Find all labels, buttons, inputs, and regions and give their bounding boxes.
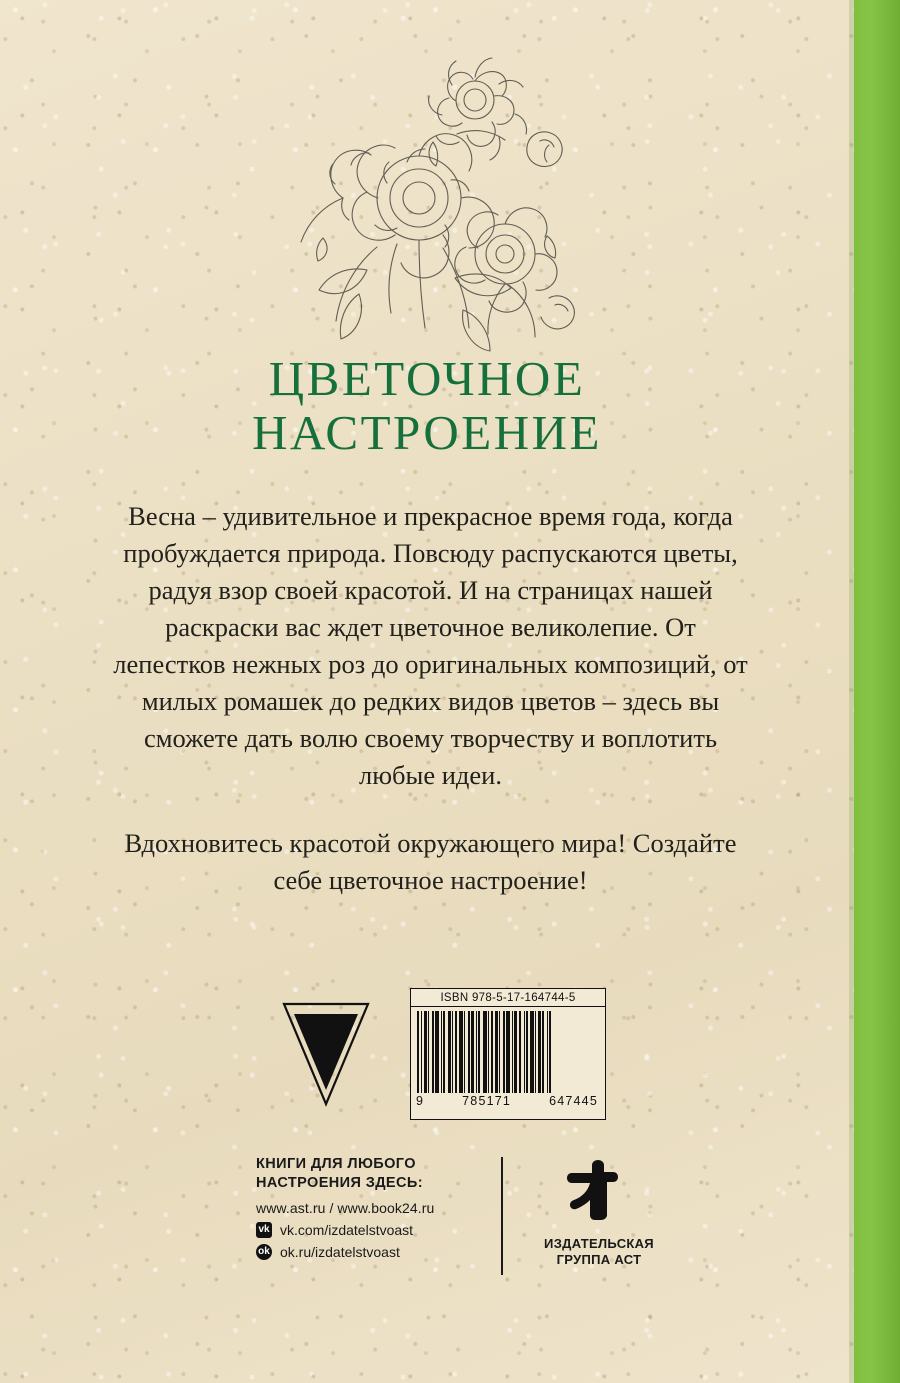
barcode-digits <box>411 1093 605 1108</box>
blurb-paragraph-1: Весна – удивительное и прекрасное время года, когда пробуждается природа. Повсюду распускаются цветы, радуя взор своей красотой. И на страницах нашей раскраски вас ждет цветочное великолепие. От лепестков нежных роз до оригинальных композиций, от милых ромашек до редких видов цветов – здесь вы сможете дать волю своему творчеству и воплотить любые идеи. <box>113 501 748 790</box>
ok-link-row[interactable] <box>256 1244 496 1260</box>
publisher-caption-line-1: ИЗДАТЕЛЬСКАЯ <box>544 1236 654 1251</box>
isbn-barcode-area <box>280 988 610 1128</box>
vk-icon: vk <box>256 1222 272 1238</box>
isbn-label: ISBN 978-5-17-164744-5 <box>411 989 605 1007</box>
title-line-2: НАСТРОЕНИЕ <box>252 405 602 460</box>
page-title <box>0 352 854 460</box>
peony-flowers-line-art-icon <box>247 22 607 352</box>
vk-link-text[interactable]: vk.com/izdatelstvoast <box>280 1222 414 1238</box>
blurb-text <box>108 498 753 899</box>
publisher-caption-line-2: ГРУППА АСТ <box>556 1252 642 1267</box>
publisher-block <box>524 1159 674 1268</box>
ok-icon: ok <box>256 1244 272 1260</box>
barcode <box>410 988 606 1120</box>
blurb-paragraph-2: Вдохновитесь красотой окружающего мира! Создайте себе цветочное настроение! <box>124 828 737 895</box>
ast-publisher-logo-icon <box>562 1159 636 1223</box>
footer-heading-line-1: КНИГИ ДЛЯ ЛЮБОГО <box>256 1156 416 1172</box>
footer <box>256 1155 676 1285</box>
title-line-1: ЦВЕТОЧНОЕ <box>268 351 586 406</box>
barcode-digit-middle: 785171 <box>462 1094 512 1108</box>
barcode-digit-left: 9 <box>416 1094 425 1108</box>
spine-stripe <box>854 0 900 1383</box>
ok-link-text[interactable]: ok.ru/izdatelstvoast <box>280 1244 400 1260</box>
barcode-digit-right: 647445 <box>549 1094 598 1108</box>
footer-websites[interactable]: www.ast.ru / www.book24.ru <box>256 1200 435 1216</box>
footer-divider <box>501 1157 503 1275</box>
footer-contacts <box>256 1155 496 1260</box>
ast-triangle-logo-icon <box>280 1000 372 1108</box>
vk-link-row[interactable] <box>256 1222 496 1238</box>
footer-heading-line-2: НАСТРОЕНИЯ ЗДЕСЬ: <box>256 1175 423 1191</box>
barcode-bars <box>417 1011 599 1093</box>
